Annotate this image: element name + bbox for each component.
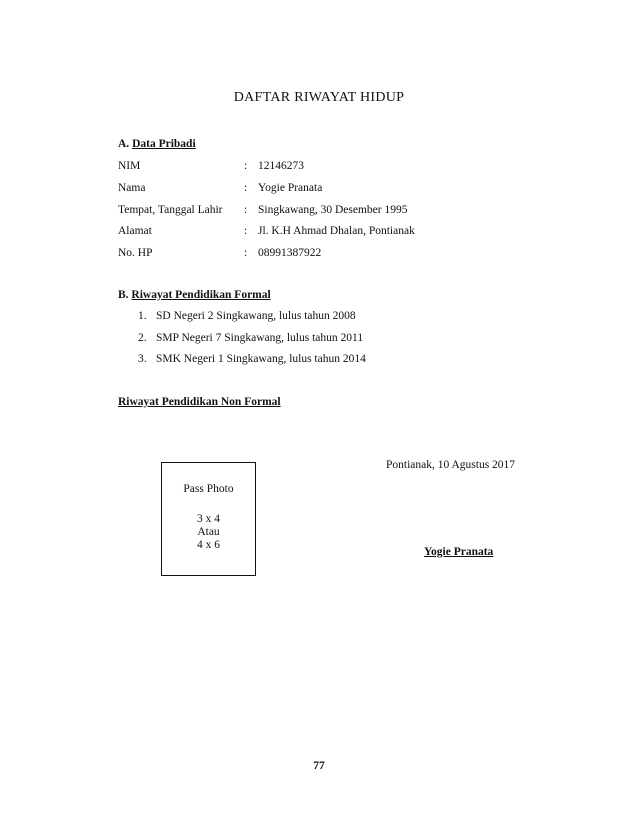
photo-size-2: 4 x 6 [197, 539, 220, 551]
photo-size-1: 3 x 4 [197, 513, 220, 525]
education-item: SMP Negeri 7 Singkawang, lulus tahun 2011 [156, 332, 364, 344]
personal-colon: : [244, 182, 248, 194]
pass-photo-label: Pass Photo [183, 483, 234, 495]
page-number: 77 [313, 760, 325, 772]
section-b-prefix: B. [118, 289, 132, 301]
section-a-title: Data Pribadi [132, 138, 196, 150]
education-number: 3. [138, 353, 147, 365]
section-a-heading [118, 138, 196, 150]
education-number: 1. [138, 310, 147, 322]
education-item: SMK Negeri 1 Singkawang, lulus tahun 2014 [156, 353, 366, 365]
place-date: Pontianak, 10 Agustus 2017 [386, 459, 516, 471]
personal-value-nama: Yogie Pranata [258, 182, 323, 194]
personal-value-alamat: Jl. K.H Ahmad Dhalan, Pontianak [258, 225, 415, 237]
personal-colon: : [244, 204, 248, 216]
personal-value-ttl: Singkawang, 30 Desember 1995 [258, 204, 408, 216]
education-item: SD Negeri 2 Singkawang, lulus tahun 2008 [156, 310, 356, 322]
personal-label-nim: NIM [118, 160, 141, 172]
signature-name: Yogie Pranata [424, 546, 494, 558]
pass-photo-box [161, 462, 256, 576]
section-a-prefix: A. [118, 138, 133, 150]
personal-value-nim: 12146273 [258, 160, 304, 172]
education-number: 2. [138, 332, 147, 344]
personal-value-hp: 08991387922 [258, 247, 322, 259]
personal-label-nama: Nama [118, 182, 146, 194]
personal-colon: : [244, 160, 248, 172]
non-formal-heading: Riwayat Pendidikan Non Formal [118, 396, 281, 408]
personal-label-ttl: Tempat, Tanggal Lahir [118, 204, 223, 216]
personal-colon: : [244, 247, 248, 259]
section-b-heading [118, 289, 271, 301]
personal-label-hp: No. HP [118, 247, 153, 259]
personal-colon: : [244, 225, 248, 237]
photo-size-or: Atau [197, 526, 220, 538]
document-title: DAFTAR RIWAYAT HIDUP [233, 90, 405, 105]
personal-label-alamat: Alamat [118, 225, 152, 237]
section-b-title: Riwayat Pendidikan Formal [131, 289, 271, 301]
